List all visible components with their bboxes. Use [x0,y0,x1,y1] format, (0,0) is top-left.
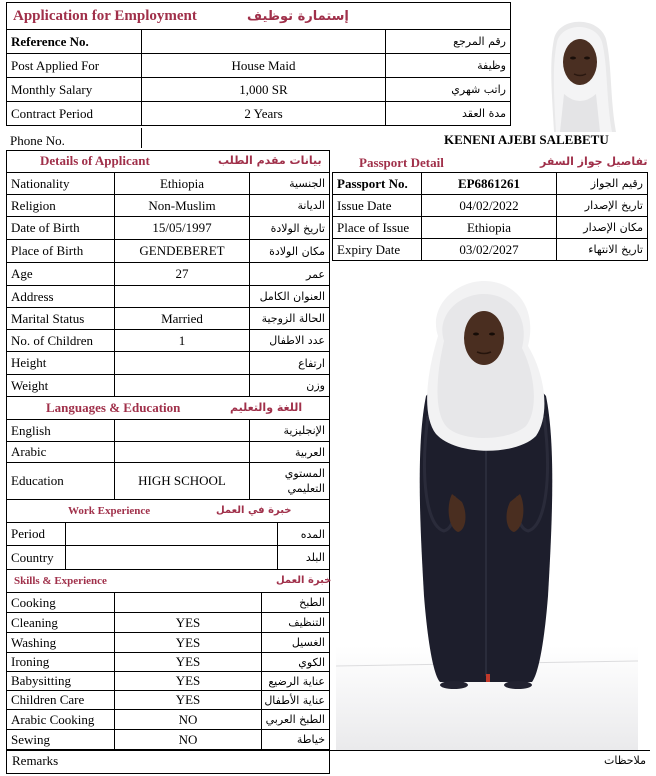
expiry-label-ar: تاريخ الانتهاء [556,238,648,261]
babysitting-label-ar: عناية الرضيع [261,671,330,691]
dob-value: 15/05/1997 [114,216,250,240]
form-title-en: Application for Employment [13,8,197,24]
passport-title-ar: تفاصيل جواز السفر [540,155,648,168]
reference-label-ar: رقم المرجع [385,29,511,54]
candidate-name: KENENI AJEBI SALEBETU [444,132,609,147]
post-label-ar: وظيفة [385,53,511,78]
weight-label: Weight [6,374,115,397]
headshot-photo [524,4,634,132]
education-label-ar: المستوي التعليمي [249,462,330,500]
cleaning-label-ar: التنظيف [261,612,330,633]
skills-title-en: Skills & Experience [14,575,107,587]
education-value: HIGH SCHOOL [114,462,250,500]
languages-title-en: Languages & Education [46,400,181,415]
children-label: No. of Children [6,329,115,352]
cooking-value [114,592,262,613]
cleaning-value: YES [114,612,262,633]
place-issue-label: Place of Issue [332,216,422,239]
address-value [114,285,250,308]
arabic-value [114,441,250,463]
marital-label-ar: الحالة الزوجية [249,307,330,330]
ironing-label-ar: الكوي [261,652,330,672]
pob-value: GENDEBERET [114,239,250,263]
cleaning-label: Cleaning [6,612,115,633]
cooking-label: Cooking [6,592,115,613]
arabic-cooking-label-ar: الطبخ العربي [261,709,330,730]
reference-label: Reference No. [6,29,142,54]
washing-label: Washing [6,632,115,653]
sewing-label-ar: خياطة [261,729,330,750]
english-value [114,419,250,442]
education-label: Education [6,462,115,500]
form-header [6,2,511,30]
contract-value: 2 Years [141,101,386,126]
post-value: House Maid [141,53,386,78]
work-title-en: Work Experience [68,505,151,517]
height-label-ar: ارتفاع [249,351,330,375]
babysitting-label: Babysitting [6,671,115,691]
skills-title-ar: خبرة العمل [276,575,332,586]
period-label: Period [6,522,66,546]
passport-no-value: EP6861261 [421,172,557,195]
passport-no-label: Passport No. [332,172,422,195]
arabic-cooking-label: Arabic Cooking [6,709,115,730]
address-label: Address [6,285,115,308]
expiry-value: 03/02/2027 [421,238,557,261]
age-label: Age [6,262,115,286]
remarks-divider [6,750,650,751]
applicant-title-ar: بيانات مقدم الطلب [218,154,322,167]
marital-value: Married [114,307,250,330]
washing-value: YES [114,632,262,653]
salary-label: Monthly Salary [6,77,142,102]
marital-label: Marital Status [6,307,115,330]
issue-date-label: Issue Date [332,194,422,217]
childcare-label-ar: عناية الأطفال [261,690,330,710]
nationality-label: Nationality [6,172,115,195]
age-value: 27 [114,262,250,286]
languages-title-ar: اللغة والتعليم [230,401,303,414]
country-label: Country [6,545,66,570]
dob-label-ar: تاريخ الولادة [249,216,330,240]
remarks-label: Remarks [12,753,59,768]
sewing-value: NO [114,729,262,750]
arabic-label: Arabic [6,441,115,463]
children-label-ar: عدد الاطفال [249,329,330,352]
height-label: Height [6,351,115,375]
period-value [65,522,278,546]
religion-label-ar: الديانة [249,194,330,217]
work-title-ar: خبرة في العمل [216,505,292,516]
sewing-label: Sewing [6,729,115,750]
weight-label-ar: وزن [249,374,330,397]
age-label-ar: عمر [249,262,330,286]
issue-date-label-ar: تاريخ الإصدار [556,194,648,217]
english-label: English [6,419,115,442]
cooking-label-ar: الطبخ [261,592,330,613]
form-title-ar: إستمارة توظيف [247,9,349,24]
issue-date-value: 04/02/2022 [421,194,557,217]
passport-no-label-ar: رقيم الجواز [556,172,648,195]
childcare-value: YES [114,690,262,710]
weight-value [114,374,250,397]
childcare-label: Children Care [6,690,115,710]
height-value [114,351,250,375]
remarks-label-ar: ملاحظات [604,754,646,767]
nationality-label-ar: الجنسية [249,172,330,195]
nationality-value: Ethiopia [114,172,250,195]
address-label-ar: العنوان الكامل [249,285,330,308]
place-issue-value: Ethiopia [421,216,557,239]
post-label: Post Applied For [6,53,142,78]
religion-value: Non-Muslim [114,194,250,217]
english-label-ar: الإنجليزية [249,419,330,442]
washing-label-ar: الغسيل [261,632,330,653]
expiry-label: Expiry Date [332,238,422,261]
arabic-label-ar: العربية [249,441,330,463]
reference-value [141,29,386,54]
country-label-ar: البلد [277,545,330,570]
ironing-label: Ironing [6,652,115,672]
salary-value: 1,000 SR [141,77,386,102]
phone-divider [141,128,142,148]
arabic-cooking-value: NO [114,709,262,730]
pob-label-ar: مكان الولادة [249,239,330,263]
period-label-ar: المده [277,522,330,546]
babysitting-value: YES [114,671,262,691]
country-value [65,545,278,570]
passport-title-en: Passport Detail [359,155,444,170]
salary-label-ar: راتب شهري [385,77,511,102]
phone-label: Phone No. [10,133,65,148]
pob-label: Place of Birth [6,239,115,263]
place-issue-label-ar: مكان الإصدار [556,216,648,239]
contract-label-ar: مدة العقد [385,101,511,126]
applicant-title-en: Details of Applicant [40,153,150,168]
religion-label: Religion [6,194,115,217]
children-value: 1 [114,329,250,352]
dob-label: Date of Birth [6,216,115,240]
ironing-value: YES [114,652,262,672]
contract-label: Contract Period [6,101,142,126]
full-body-photo [336,266,638,750]
